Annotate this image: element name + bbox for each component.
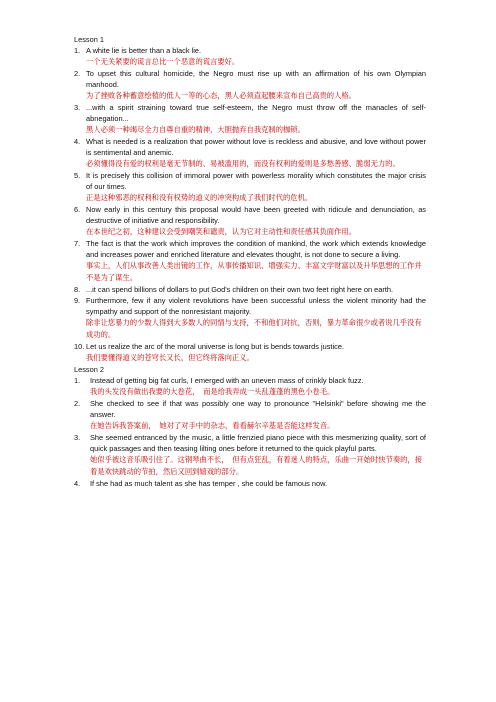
english-sentence: She seemed entranced by the music, a little frenzied piano piece with this mesmerizing quality, sort of quick passages and then teasing lilting ones before it returned to the quick playful parts.	[90, 433, 426, 453]
chinese-translation: 在本世纪之初，这种建议会受到嘲笑和谴责，认为它对主动性和责任感其负面作用。	[86, 227, 356, 236]
item-number: 10.	[74, 342, 85, 351]
item-number: 1.	[74, 46, 81, 55]
lesson1-item-7	[74, 238, 426, 284]
chinese-translation: 在她告诉我答案前， 她对了对手中的杂志，看看赫尔辛基是否能这样发音。	[90, 421, 335, 430]
item-number: 3.	[74, 103, 81, 112]
item-number: 9.	[74, 296, 81, 305]
lesson-1-title: Lesson 1	[74, 35, 104, 44]
item-number: 8.	[74, 285, 81, 294]
chinese-translation: 她似乎被这音乐吸引住了。这钢琴曲不长， 但有点狂乱，有着迷人的特点，乐曲一开始时快节奏的，接着是欢快跳动的节拍，然后又回到嬉戏的部分。	[90, 455, 423, 476]
lesson1-item-9	[74, 295, 426, 341]
english-sentence: ...it can spend billions of dollars to put God's children on their own two feet right here on earth.	[86, 285, 394, 294]
lesson1-item-3	[74, 102, 426, 136]
lesson1-item-5	[74, 170, 426, 204]
item-number: 4.	[74, 479, 81, 488]
lesson2-item-3	[74, 432, 426, 478]
item-number: 2.	[74, 399, 81, 408]
item-number: 5.	[74, 171, 81, 180]
chinese-translation: 事实上，人们从事改善人类出镜的工作，从事传播知识、增强实力、丰富文学财富以及升华思想的工作并不是为了谋生。	[86, 261, 422, 282]
lesson-2-section	[74, 364, 426, 489]
chinese-translation: 我的头发没有做出我要的大卷花， 而是给我弄成一头乱蓬蓬的黑色小卷毛。	[90, 387, 335, 396]
lesson1-item-8	[74, 284, 426, 295]
lesson-1-section	[74, 34, 426, 364]
item-number: 4.	[74, 137, 81, 146]
lesson1-item-6	[74, 204, 426, 238]
chinese-translation: 为了挫败各种蓄意绘植的低人一等的心态，黑人必须直起腰来宣布自己高贵的人格。	[86, 91, 356, 100]
chinese-translation: 我们要懂得道义的苍穹长又长，但它终将落向正义。	[86, 353, 254, 362]
english-sentence: ...with a spirit straining toward true self-esteem, the Negro must throw off the manacles of self-abnegation...	[86, 103, 426, 123]
lesson2-item-4	[74, 478, 426, 489]
item-number: 3.	[74, 433, 81, 442]
english-sentence: To upset this cultural homicide, the Negro must rise up with an affirmation of his own Olympian manhood.	[86, 69, 426, 89]
english-sentence: Furthermore, few if any violent revolutions have been successful unless the violent minority had the sympathy and support of the nonresistant majority.	[86, 296, 426, 316]
english-sentence: It is precisely this collision of immoral power with powerless morality which constitutes the major crisis of our times.	[86, 171, 426, 191]
lesson1-item-10	[74, 341, 426, 364]
item-number: 6.	[74, 205, 81, 214]
lesson2-item-2	[74, 398, 426, 432]
lesson-2-title: Lesson 2	[74, 365, 104, 374]
item-number: 7.	[74, 239, 81, 248]
english-sentence: Let us realize the arc of the moral universe is long but is bends towards justice.	[86, 342, 344, 351]
item-number: 2.	[74, 69, 81, 78]
lesson1-item-4	[74, 136, 426, 170]
chinese-translation: 黑人必须一种竭尽全力自尊自重的精神，大胆抛弃自我克制的枷锁。	[86, 125, 305, 134]
chinese-translation: 一个无关紧要的谎言总比一个恶意的谎言要好。	[86, 57, 240, 66]
english-sentence: If she had as much talent as she has temper , she could be famous now.	[90, 479, 328, 488]
lesson1-item-1	[74, 45, 426, 68]
english-sentence: The fact is that the work which improves the condition of mankind, the work which extends knowledge and increases power and enriched literature and elevates thought, is not done to secure a living.	[86, 239, 426, 259]
english-sentence: Now early in this century this proposal would have been greeted with ridicule and denunciation, as destructive of initiative and responsibility.	[86, 205, 426, 225]
english-sentence: Instead of getting big fat curls, I emerged with an uneven mass of crinkly black fuzz.	[90, 376, 364, 385]
lesson1-item-2	[74, 68, 426, 102]
english-sentence: A white lie is better than a black lie.	[86, 46, 202, 55]
chinese-translation: 除非让您暴力的少数人得到大多数人的同情与支持，不和他们对抗，否则，暴力革命很少或者说几乎没有成功的。	[86, 318, 422, 339]
lesson2-item-1	[74, 375, 426, 398]
english-sentence: She checked to see if that was possibly one way to pronounce "Helsinki" before showing me the answer.	[90, 399, 426, 419]
english-sentence: What is needed is a realization that power without love is reckless and abusive, and love without power is sentimental and anemic.	[86, 137, 426, 157]
item-number: 1.	[74, 376, 81, 385]
chinese-translation: 必须懂得没有爱的权利是毫无节制的、易被滥用的，而没有权利的爱则是多愁善感、脆弱无力的。	[86, 159, 400, 168]
chinese-translation: 正是这种邪恶的权利和没有权势的道义的冲突构成了我们时代的危机。	[86, 193, 313, 202]
